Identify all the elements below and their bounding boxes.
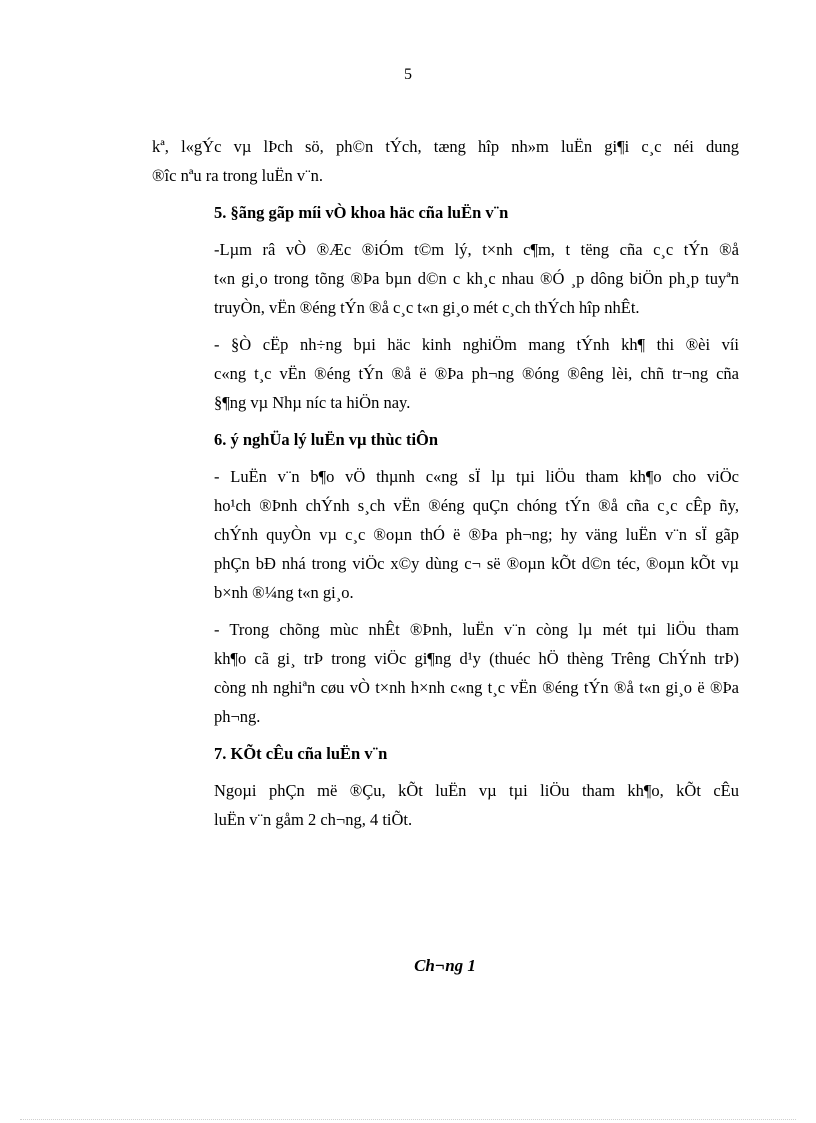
text-line: -Lµm râ vÒ ®Æc ®iÓm t©m lý, t×nh c¶m, t tëng cña c¸c tÝn ®å <box>214 240 739 259</box>
paragraph-contribution-2 <box>152 330 739 417</box>
chapter-heading: Ch¬ng 1 <box>414 956 476 975</box>
text-line: - §Ò cËp nh÷ng bµi häc kinh nghiÖm mang tÝnh kh¶ thi ®èi víi <box>214 335 739 354</box>
text-line: còng nh nghiªn cøu vÒ t×nh h×nh c«ng t¸c vËn ®éng tÝn ®å t«n gi¸o ë ®Þa <box>214 678 739 697</box>
paragraph-contribution-1 <box>152 235 739 322</box>
paragraph-significance-1 <box>152 462 739 607</box>
text-line: t«n gi¸o trong tõng ®Þa bµn d©n c kh¸c nhau ®Ó ¸p dông biÖn ph¸p tuyªn <box>214 269 739 288</box>
text-line: luËn v¨n gåm 2 ch¬ng, 4 tiÕt. <box>214 810 413 829</box>
paragraph-methodology-continued <box>152 132 739 190</box>
document-body <box>152 132 739 842</box>
paragraph-structure <box>152 776 739 834</box>
text-line: phÇn bÐ nhá trong viÖc x©y dùng c¬ së ®oµn kÕt d©n téc, ®oµn kÕt vµ <box>214 554 739 573</box>
text-line: b×nh ®¼ng t«n gi¸o. <box>214 583 354 602</box>
text-line: Ngoµi phÇn më ®Çu, kÕt luËn vµ tµi liÖu tham kh¶o, kÕt cÊu <box>214 781 739 800</box>
text-line: c«ng t¸c vËn ®éng tÝn ®å ë ®Þa ph¬ng ®óng ®êng lèi, chñ tr¬ng cña <box>214 364 739 383</box>
text-line: - Trong chõng mùc nhÊt ®Þnh, luËn v¨n còng lµ mét tµi liÖu tham <box>214 620 739 639</box>
paragraph-significance-2 <box>152 615 739 731</box>
section-heading-7: 7. KÕt cÊu cña luËn v¨n <box>214 744 388 763</box>
text-line: §¶ng vµ Nhµ níc ta hiÖn nay. <box>214 393 411 412</box>
page-number: 5 <box>404 66 412 83</box>
section-heading-6: 6. ý nghÜa lý luËn vµ thùc tiÔn <box>214 430 439 449</box>
text-line: ph¬ng. <box>214 707 261 726</box>
text-line: ®îc nªu ra trong luËn v¨n. <box>152 166 324 185</box>
section-heading-5: 5. §ãng gãp míi vÒ khoa häc cña luËn v¨n <box>214 203 509 222</box>
text-line: kª, l«gÝc vµ lÞch sö, ph©n tÝch, tæng hîp nh»m luËn gi¶i c¸c néi dung <box>152 137 739 156</box>
text-line: - LuËn v¨n b¶o vÖ thµnh c«ng sÏ lµ tµi liÖu tham kh¶o cho viÖc <box>214 467 739 486</box>
page-bottom-divider <box>20 1119 796 1120</box>
text-line: kh¶o cã gi¸ trÞ trong viÖc gi¶ng d¹y (thuéc hÖ thèng Trêng ChÝnh trÞ) <box>214 649 739 668</box>
text-line: truyÒn, vËn ®éng tÝn ®å c¸c t«n gi¸o mét c¸ch thÝch hîp nhÊt. <box>214 298 640 317</box>
text-line: chÝnh quyÒn vµ c¸c ®oµn thÓ ë ®Þa ph¬ng; hy väng luËn v¨n sÏ gãp <box>214 525 739 544</box>
text-line: ho¹ch ®Þnh chÝnh s¸ch vËn ®éng quÇn chóng tÝn ®å cña c¸c cÊp ñy, <box>214 496 739 515</box>
